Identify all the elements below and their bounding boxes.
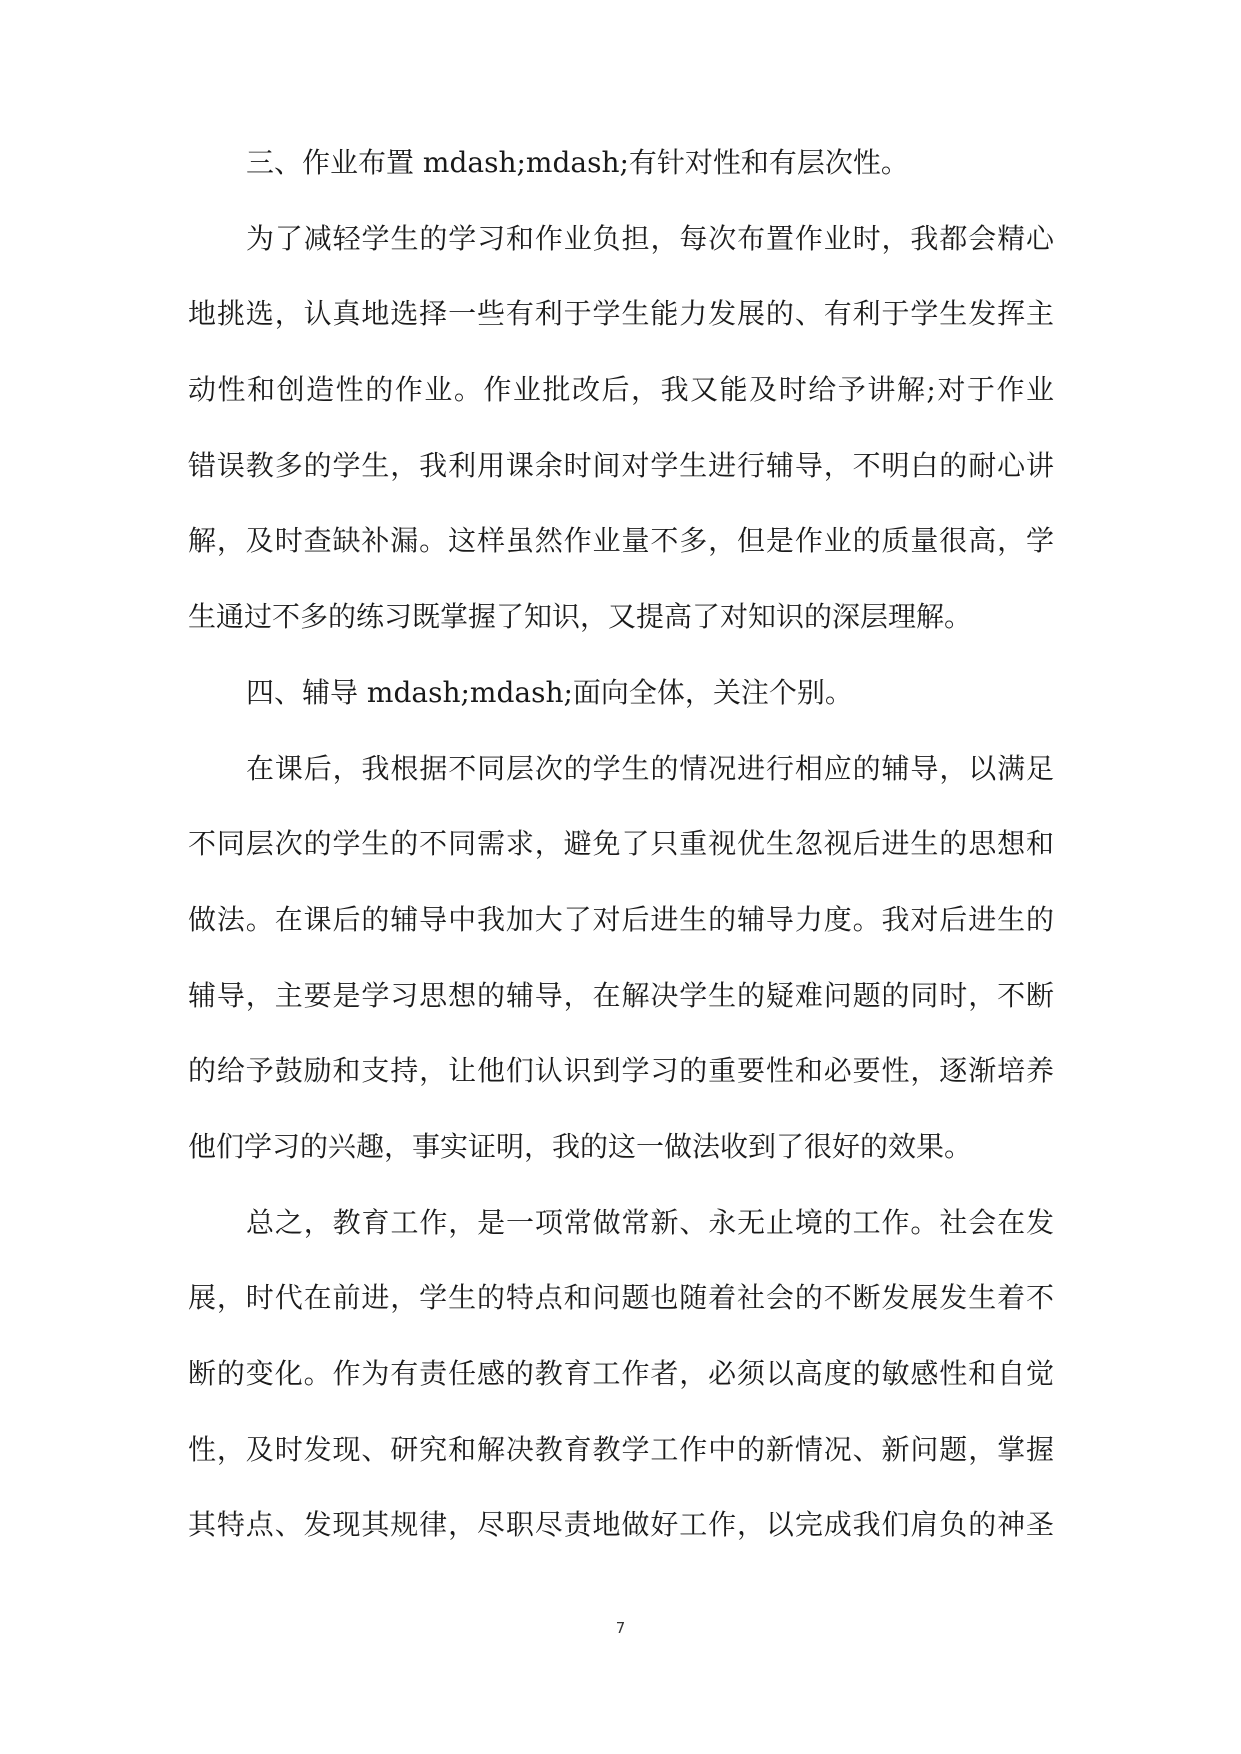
paragraph-line: 解，及时查缺补漏。这样虽然作业量不多，但是作业的质量很高，学 <box>188 524 1054 558</box>
paragraph-line: 他们学习的兴趣，事实证明，我的这一做法收到了很好的效果。 <box>188 1129 973 1163</box>
heading-tutoring: 四、辅导 mdash;mdash;面向全体，关注个别。 <box>246 675 853 709</box>
paragraph-line: 动性和创造性的作业。作业批改后，我又能及时给予讲解;对于作业 <box>188 373 1054 407</box>
paragraph-line: 生通过不多的练习既掌握了知识，又提高了对知识的深层理解。 <box>188 600 973 634</box>
paragraph-line: 的给予鼓励和支持，让他们认识到学习的重要性和必要性，逐渐培养 <box>188 1054 1054 1088</box>
paragraph-line: 做法。在课后的辅导中我加大了对后进生的辅导力度。我对后进生的 <box>188 902 1054 936</box>
paragraph-line: 辅导，主要是学习思想的辅导，在解决学生的疑难问题的同时，不断 <box>188 978 1054 1012</box>
paragraph-line: 性，及时发现、研究和解决教育教学工作中的新情况、新问题，掌握 <box>188 1432 1054 1466</box>
paragraph-line: 为了减轻学生的学习和作业负担，每次布置作业时，我都会精心 <box>246 221 1054 255</box>
paragraph-line: 地挑选，认真地选择一些有利于学生能力发展的、有利于学生发挥主 <box>188 297 1054 331</box>
paragraph-line: 其特点、发现其规律，尽职尽责地做好工作，以完成我们肩负的神圣 <box>188 1508 1054 1542</box>
paragraph-line: 断的变化。作为有责任感的教育工作者，必须以高度的敏感性和自觉 <box>188 1357 1054 1390</box>
paragraph-line: 展，时代在前进，学生的特点和问题也随着社会的不断发展发生着不 <box>188 1281 1054 1315</box>
paragraph-line: 不同层次的学生的不同需求，避免了只重视优生忽视后进生的思想和 <box>188 827 1054 861</box>
heading-homework: 三、作业布置 mdash;mdash;有针对性和有层次性。 <box>246 146 909 179</box>
body-text <box>188 143 1054 1581</box>
paragraph-line: 总之，教育工作，是一项常做常新、永无止境的工作。社会在发 <box>246 1205 1054 1239</box>
paragraph-line: 在课后，我根据不同层次的学生的情况进行相应的辅导，以满足 <box>246 751 1054 785</box>
paragraph-line: 错误教多的学生，我利用课余时间对学生进行辅导，不明白的耐心讲 <box>188 448 1054 482</box>
page-number: 7 <box>615 1619 626 1637</box>
